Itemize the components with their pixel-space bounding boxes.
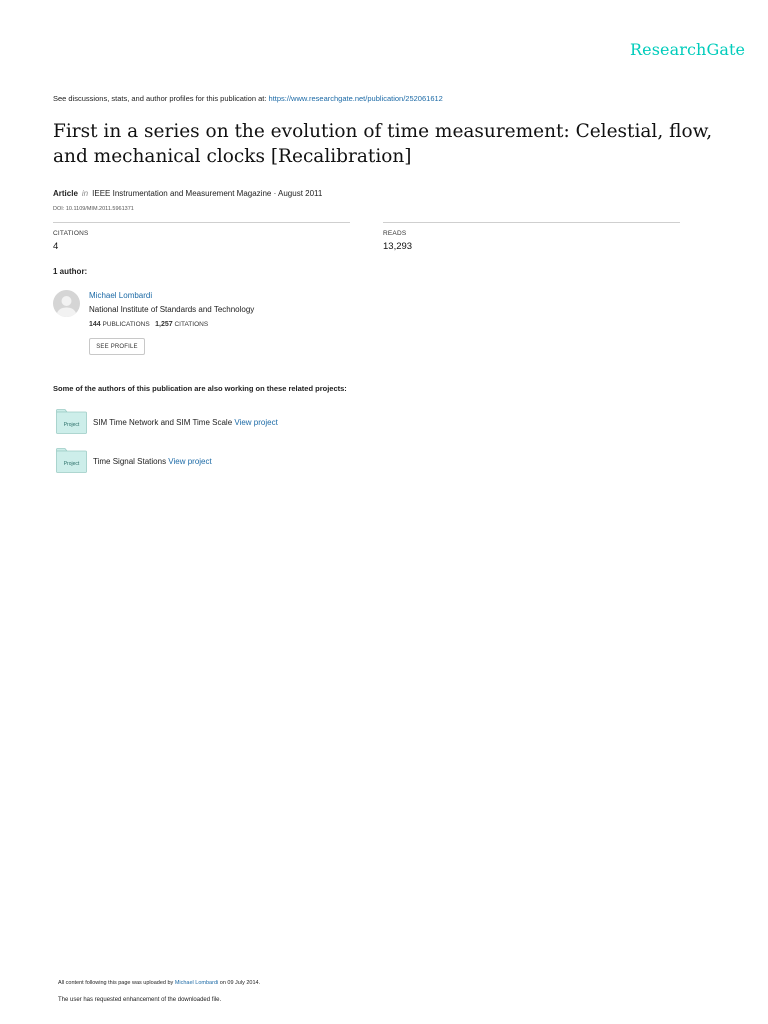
citations-label: CITATIONS bbox=[53, 230, 89, 237]
authors-heading: 1 author: bbox=[53, 267, 88, 276]
project-folder-icon bbox=[56, 448, 87, 478]
project-name: Time Signal Stations bbox=[93, 457, 169, 466]
uploader-link[interactable]: Michael Lombardi bbox=[174, 980, 219, 986]
citations-value: 4 bbox=[53, 241, 59, 252]
reads-divider bbox=[383, 222, 680, 223]
view-project-link[interactable]: View project bbox=[168, 457, 212, 466]
avatar[interactable] bbox=[53, 290, 80, 317]
view-project-link[interactable]: View project bbox=[234, 418, 278, 427]
in-label: in bbox=[81, 189, 89, 198]
researchgate-logo[interactable]: ResearchGate bbox=[630, 40, 746, 59]
related-projects-heading: Some of the authors of this publication are also working on these related projects: bbox=[53, 384, 347, 393]
project-folder-label: Project bbox=[63, 461, 80, 467]
reads-label: READS bbox=[383, 230, 407, 237]
publication-meta bbox=[53, 189, 322, 198]
author-stats bbox=[89, 321, 208, 328]
author-institution: National Institute of Standards and Technology bbox=[89, 305, 255, 314]
project-item bbox=[93, 457, 212, 466]
doi: DOI: 10.1109/MIM.2011.5961371 bbox=[53, 206, 134, 212]
publications-count: 144 bbox=[89, 321, 101, 328]
venue: IEEE Instrumentation and Measurement Magazine · August 2011 bbox=[92, 189, 323, 198]
project-name: SIM Time Network and SIM Time Scale bbox=[93, 418, 235, 427]
publication-url-link[interactable]: https://www.researchgate.net/publication/252061612 bbox=[268, 94, 443, 103]
person-icon bbox=[53, 290, 80, 317]
article-type: Article bbox=[53, 189, 78, 198]
reads-value: 13,293 bbox=[383, 241, 413, 252]
author-name-link[interactable]: Michael Lombardi bbox=[89, 291, 153, 300]
upload-suffix: on 09 July 2014. bbox=[218, 980, 261, 986]
upload-note bbox=[58, 980, 260, 986]
enhancement-note: The user has requested enhancement of the downloaded file. bbox=[58, 997, 222, 1003]
project-folder-label: Project bbox=[63, 422, 80, 428]
author-citations-count: 1,257 bbox=[155, 321, 173, 328]
publications-label: PUBLICATIONS bbox=[102, 321, 150, 328]
see-profile-button[interactable]: SEE PROFILE bbox=[89, 338, 145, 355]
discussion-line bbox=[53, 94, 443, 103]
citations-divider bbox=[53, 222, 350, 223]
author-citations-label: CITATIONS bbox=[174, 321, 209, 328]
publication-title: First in a series on the evolution of time measurement: Celestial, flow, and mechanical clocks [Recalibration] bbox=[53, 121, 713, 167]
upload-prefix: All content following this page was uploaded by bbox=[58, 980, 175, 986]
discussion-prefix: See discussions, stats, and author profiles for this publication at: bbox=[53, 94, 269, 103]
project-item bbox=[93, 418, 278, 427]
project-folder-icon bbox=[56, 409, 87, 439]
